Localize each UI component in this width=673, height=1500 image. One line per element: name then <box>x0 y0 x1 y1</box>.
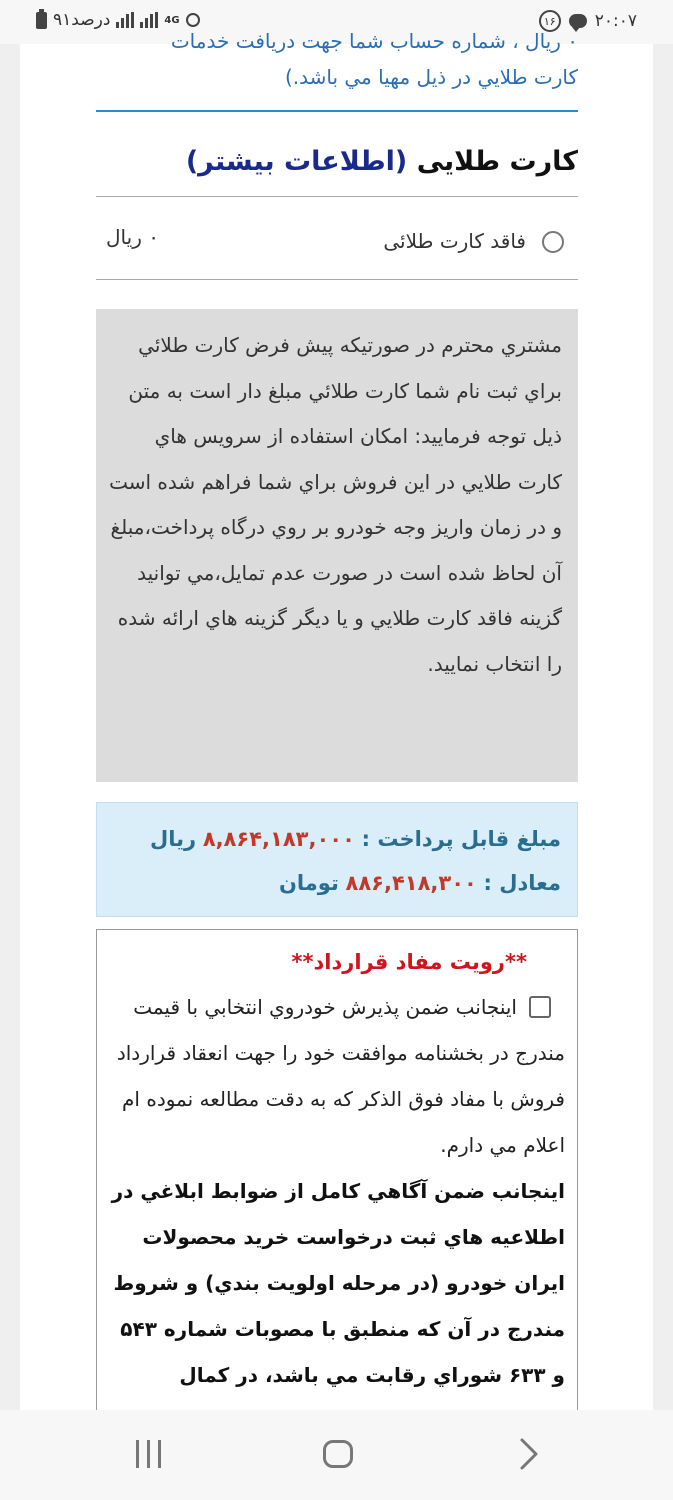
more-info-link[interactable]: (اطلاعات بیشتر) <box>185 146 408 177</box>
payment-box <box>96 802 578 917</box>
battery-text: ۹۱درصد <box>53 10 111 30</box>
payable-unit: ريال <box>150 827 197 851</box>
option-label[interactable]: فاقد کارت طلائی <box>383 229 526 253</box>
top-note-line2: کارت طلايي در ذيل مهيا مي باشد.) <box>284 65 578 89</box>
agreement-checkbox-row[interactable] <box>105 984 565 1168</box>
payable-row <box>97 817 561 861</box>
gold-card-notice <box>96 309 578 782</box>
top-note <box>96 29 578 112</box>
notice-text: مشتري محترم در صورتيکه پيش فرض کارت طلائي براي ثبت نام شما کارت طلائي مبلغ دار است به متن ذيل توجه فرماييد: امکان استفاده از سرويس هاي کارت طلايي در اين فروش براي شما فراهم شده است و در زمان واريز وجه خودرو بر روي درگاه پرداخت،مبلغ آن لحاظ شده است در صورت عدم تمايل،مي توانيد گزينه فاقد کارت طلايي و يا ديگر گزينه هاي ارائه شده را انتخاب نماييد. <box>109 333 562 676</box>
signal-icon-2 <box>140 12 158 28</box>
navigation-bar <box>0 1410 673 1500</box>
equivalent-amount: ۸۸۶,۴۱۸,۳۰۰ <box>345 871 477 895</box>
checkbox-icon[interactable] <box>529 996 551 1018</box>
radio-icon[interactable] <box>542 231 564 253</box>
agreement-clause-1: اينجانب ضمن پذيرش خودروي انتخابي با قيمت مندرج در بخشنامه موافقت خود را جهت انعقاد قرارداد فروش با مفاد فوق الذکر که به دقت مطالعه نموده ام اعلام مي دارم. <box>116 995 565 1157</box>
payable-amount: ۸,۸۶۴,۱۸۳,۰۰۰ <box>202 827 355 851</box>
page-card <box>20 29 653 1410</box>
gold-card-heading <box>96 136 578 197</box>
option-price: ۰ ريال <box>106 225 159 249</box>
back-icon[interactable] <box>512 1436 548 1472</box>
gold-card-title: کارت طلایی <box>416 146 578 177</box>
contract-box <box>96 929 578 1429</box>
payable-label: مبلغ قابل پرداخت : <box>361 827 561 851</box>
clock: ۲۰:۰۷ <box>594 11 637 31</box>
gold-card-option[interactable] <box>96 209 578 280</box>
recents-icon[interactable] <box>136 1440 161 1468</box>
top-note-line1: ۰ ريال ، شماره حساب شما جهت دريافت خدمات <box>170 29 578 53</box>
home-icon[interactable] <box>323 1440 353 1468</box>
signal-icon <box>116 12 134 28</box>
contract-title: **رويت مفاد قرارداد** <box>291 950 527 974</box>
network-type: 4G <box>164 14 180 26</box>
equivalent-unit: تومان <box>278 871 339 895</box>
equivalent-label: معادل : <box>483 871 561 895</box>
notification-count-badge: ۱۶ <box>539 10 561 32</box>
equivalent-row <box>97 861 561 905</box>
battery-icon <box>36 12 47 29</box>
agreement-clause-2: اينجانب ضمن آگاهي کامل از ضوابط ابلاغي در اطلاعيه هاي ثبت درخواست خريد محصولات ايران خودرو (در مرحله اولويت بندي) و شروط مندرج در آن که منطبق با مصوبات شماره ۵۴۳ و ۶۳۳ شوراي رقابت مي باشد، در کمال <box>111 1179 565 1387</box>
